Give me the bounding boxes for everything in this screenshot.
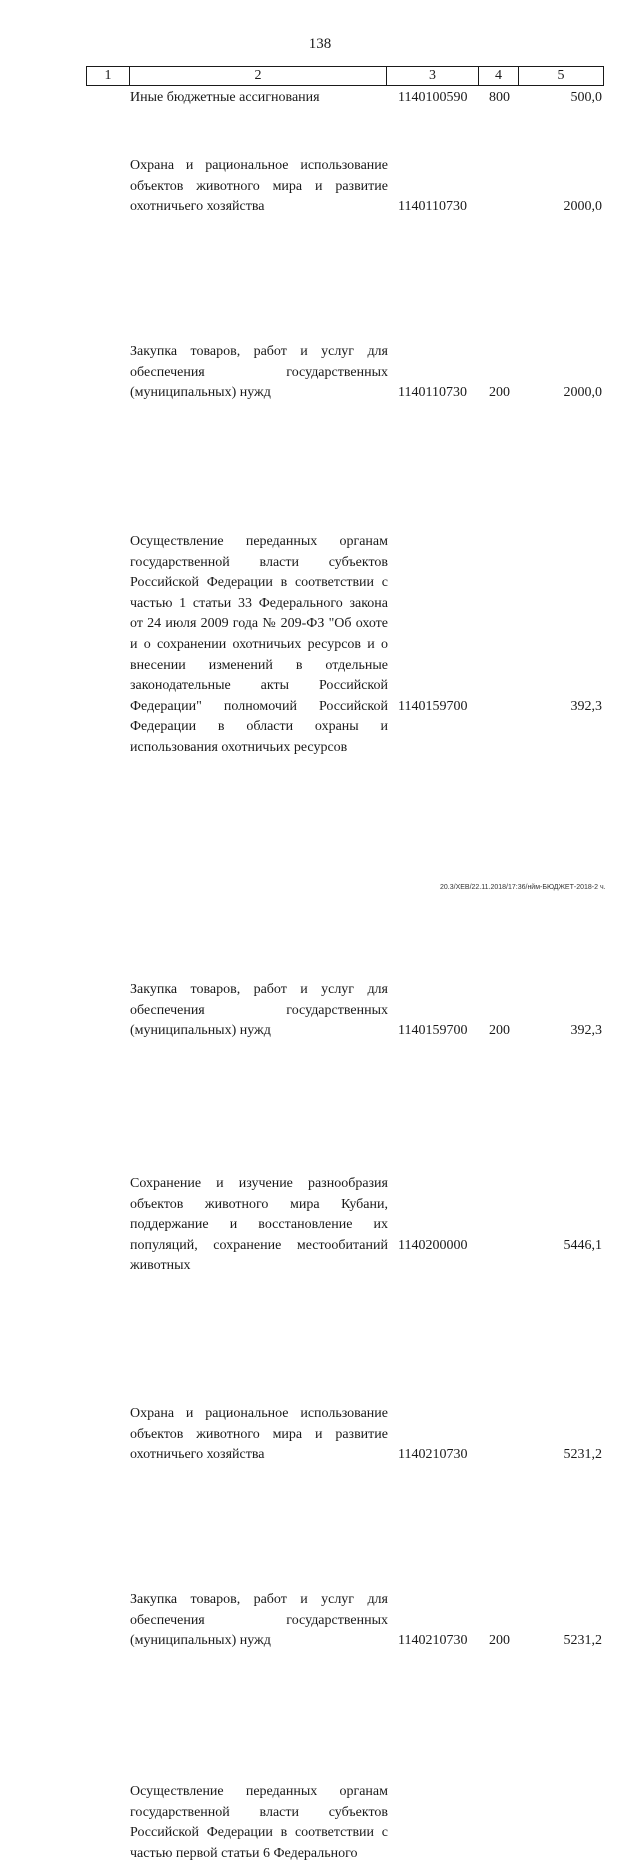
row-amount: 5231,2 xyxy=(563,1633,602,1648)
table-row xyxy=(0,88,640,110)
row-name: Иные бюджетные ассигнования xyxy=(130,90,320,105)
page-number: 138 xyxy=(308,36,332,52)
row-amount: 2000,0 xyxy=(563,199,602,214)
row-name: Осуществление переданных органам государственной власти субъектов Российской Федерации в соответствии с частью первой статьи 6 Федерального xyxy=(130,1784,388,1861)
row-amount: 392,3 xyxy=(570,1023,602,1038)
row-name: Сохранение и изучение разнообразия объектов животного мира Кубани, поддержание и восстановление их популяций, сохранение местообитаний животных xyxy=(130,1176,388,1274)
row-name: Закупка товаров, работ и услуг для обеспечения государственных (муниципальных) нужд xyxy=(130,982,388,1039)
row-expense-type: 200 xyxy=(489,385,510,400)
table-body xyxy=(0,88,640,1861)
table-row xyxy=(0,1174,640,1278)
table-row xyxy=(0,980,640,1064)
row-expense-type: 200 xyxy=(489,1633,510,1648)
row-name: Охрана и рациональное использование объектов животного мира и развитие охотничьего хозяйства xyxy=(130,158,388,215)
table-header xyxy=(86,66,604,86)
row-name: Закупка товаров, работ и услуг для обеспечения государственных (муниципальных) нужд xyxy=(130,344,388,401)
row-code: 1140159700 xyxy=(398,699,468,714)
document-stamp: 20.3/ХЕВ/22.11.2018/17:36/нйм-БЮДЖЕТ-2018-2 ч. xyxy=(440,884,606,891)
row-code: 1140200000 xyxy=(398,1238,468,1253)
header-col-5: 5 xyxy=(557,68,565,83)
row-code: 1140210730 xyxy=(398,1447,468,1462)
table-row xyxy=(0,532,640,755)
header-col-4: 4 xyxy=(479,67,519,85)
row-amount: 5446,1 xyxy=(563,1238,602,1253)
table-row xyxy=(0,1404,640,1487)
row-code: 1140110730 xyxy=(398,199,467,214)
table-row xyxy=(0,156,640,238)
row-amount: 392,3 xyxy=(570,699,602,714)
row-name: Осуществление переданных органам государственной власти субъектов Российской Федерации в соответствии с частью 1 статьи 33 Федерального закона от 24 июля 2009 года № 209-ФЗ "Об охоте и о сохранении охотничьих ресурсов и о внесении изменений в отдельные законодательные акты Российской Федерации" полномочий Российской Федерации в области охраны и использования охотничьих ресурсов xyxy=(130,534,388,755)
row-expense-type: 800 xyxy=(489,90,510,105)
row-amount: 500,0 xyxy=(570,90,602,105)
table-row xyxy=(0,1590,640,1674)
header-col-3: 3 xyxy=(387,67,479,85)
row-expense-type: 200 xyxy=(489,1023,510,1038)
row-amount: 2000,0 xyxy=(563,385,602,400)
header-col-2: 2 xyxy=(130,67,387,85)
row-name: Закупка товаров, работ и услуг для обеспечения государственных (муниципальных) нужд xyxy=(130,1592,388,1649)
row-code: 1140210730 xyxy=(398,1633,468,1648)
table-row xyxy=(0,1782,640,1866)
table-row xyxy=(0,342,640,426)
row-code: 1140159700 xyxy=(398,1023,468,1038)
row-name: Охрана и рациональное использование объектов животного мира и развитие охотничьего хозяйства xyxy=(130,1406,388,1463)
row-amount: 5231,2 xyxy=(563,1447,602,1462)
header-col-1: 1 xyxy=(87,67,130,85)
row-code: 1140110730 xyxy=(398,385,467,400)
row-code: 1140100590 xyxy=(398,90,468,105)
